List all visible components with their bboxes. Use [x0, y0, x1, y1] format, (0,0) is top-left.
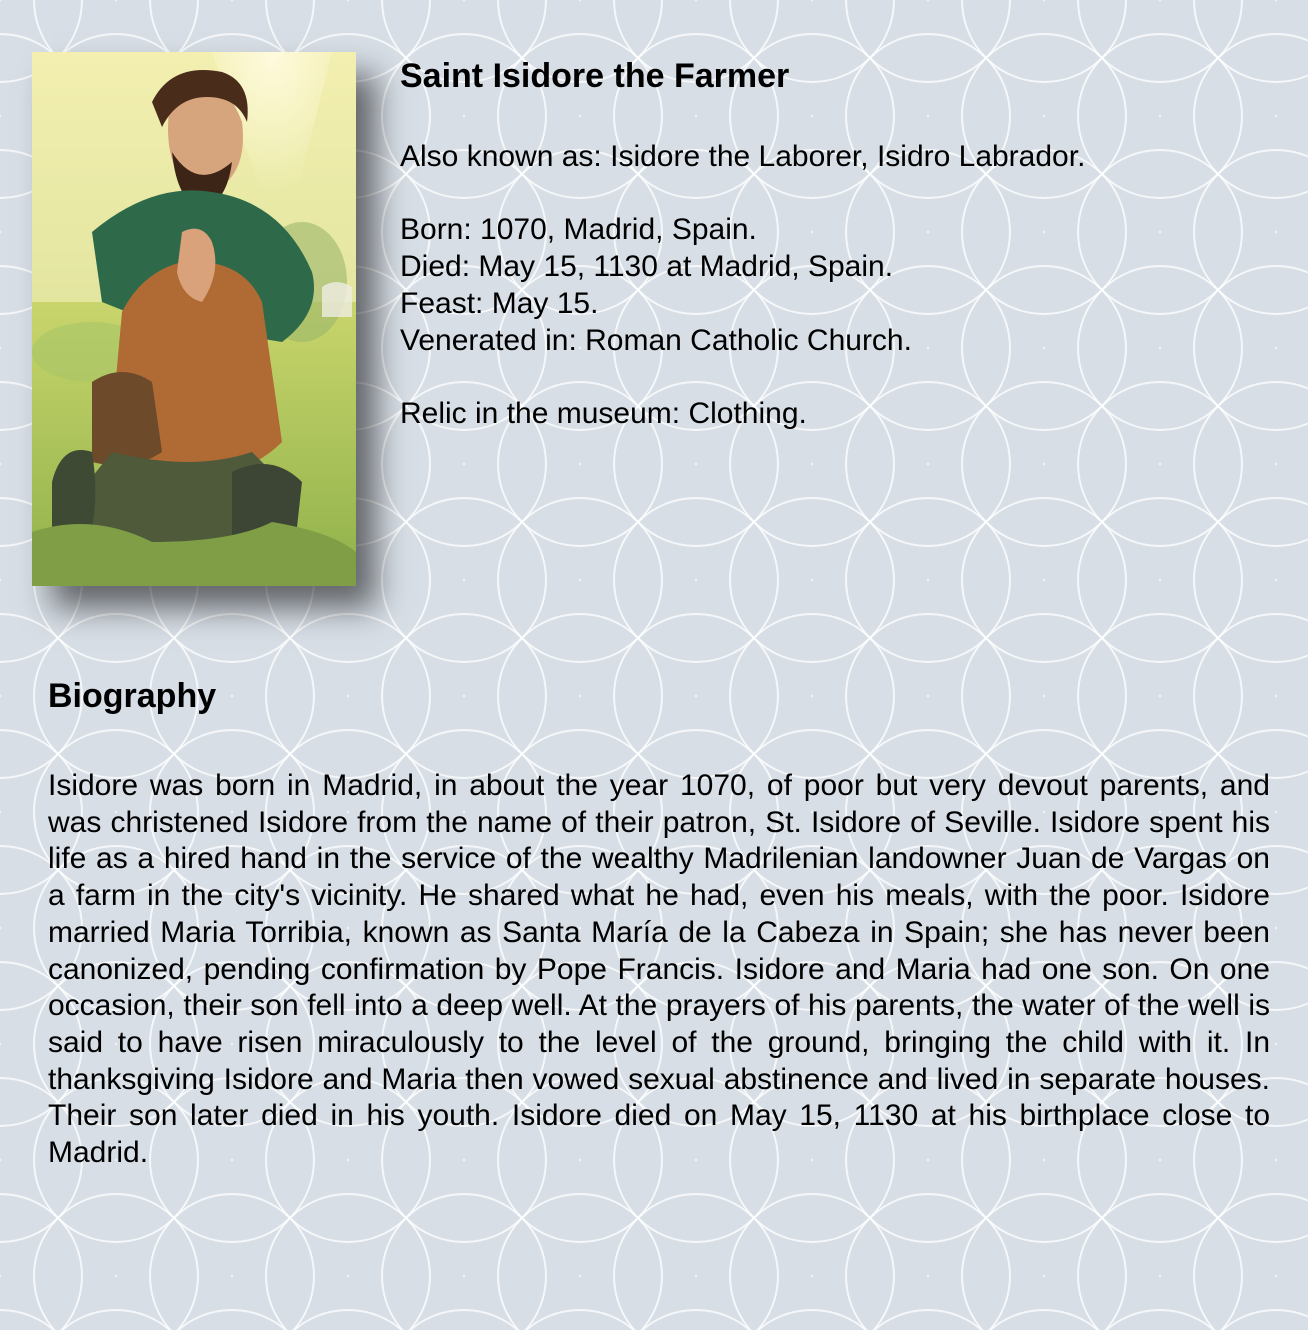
saint-info — [400, 56, 1280, 432]
portrait-illustration — [32, 52, 356, 586]
born-info: Born: 1070, Madrid, Spain. — [400, 213, 757, 246]
died-info: Died: May 15, 1130 at Madrid, Spain. — [400, 250, 894, 283]
biography-heading: Biography — [48, 677, 217, 715]
saint-name-heading: Saint Isidore the Farmer — [400, 57, 790, 95]
also-known-as: Also known as: Isidore the Laborer, Isidro Labrador. — [400, 140, 1086, 173]
saint-portrait — [32, 52, 356, 586]
feast-info: Feast: May 15. — [400, 287, 599, 320]
biography-text: Isidore was born in Madrid, in about the year 1070, of poor but very devout parents, and was christened Isidore from the name of their patron, St. Isidore of Seville. Isidore spent his life as a hired hand in the service of the wealthy Madrilenian landowner Juan de Vargas on a farm in the city's vicinity. He shared what he had, even his meals, with the poor. Isidore married Maria Torribia, known as Santa María de la Cabeza in Spain; she has never been canonized, pending confirmation by Pope Francis. Isidore and Maria had one son. On one occasion, their son fell into a deep well. At the prayers of his parents, the water of the well is said to have risen miraculously to the level of the ground, bringing the child with it. In thanksgiving Isidore and Maria then vowed sexual abstinence and lived in separate houses. Their son later died in his youth. Isidore died on May 15, 1130 at his birthplace close to Madrid. — [48, 769, 1270, 1170]
biography-section — [48, 676, 1270, 1172]
venerated-info: Venerated in: Roman Catholic Church. — [400, 324, 912, 357]
relic-info: Relic in the museum: Clothing. — [400, 397, 807, 430]
